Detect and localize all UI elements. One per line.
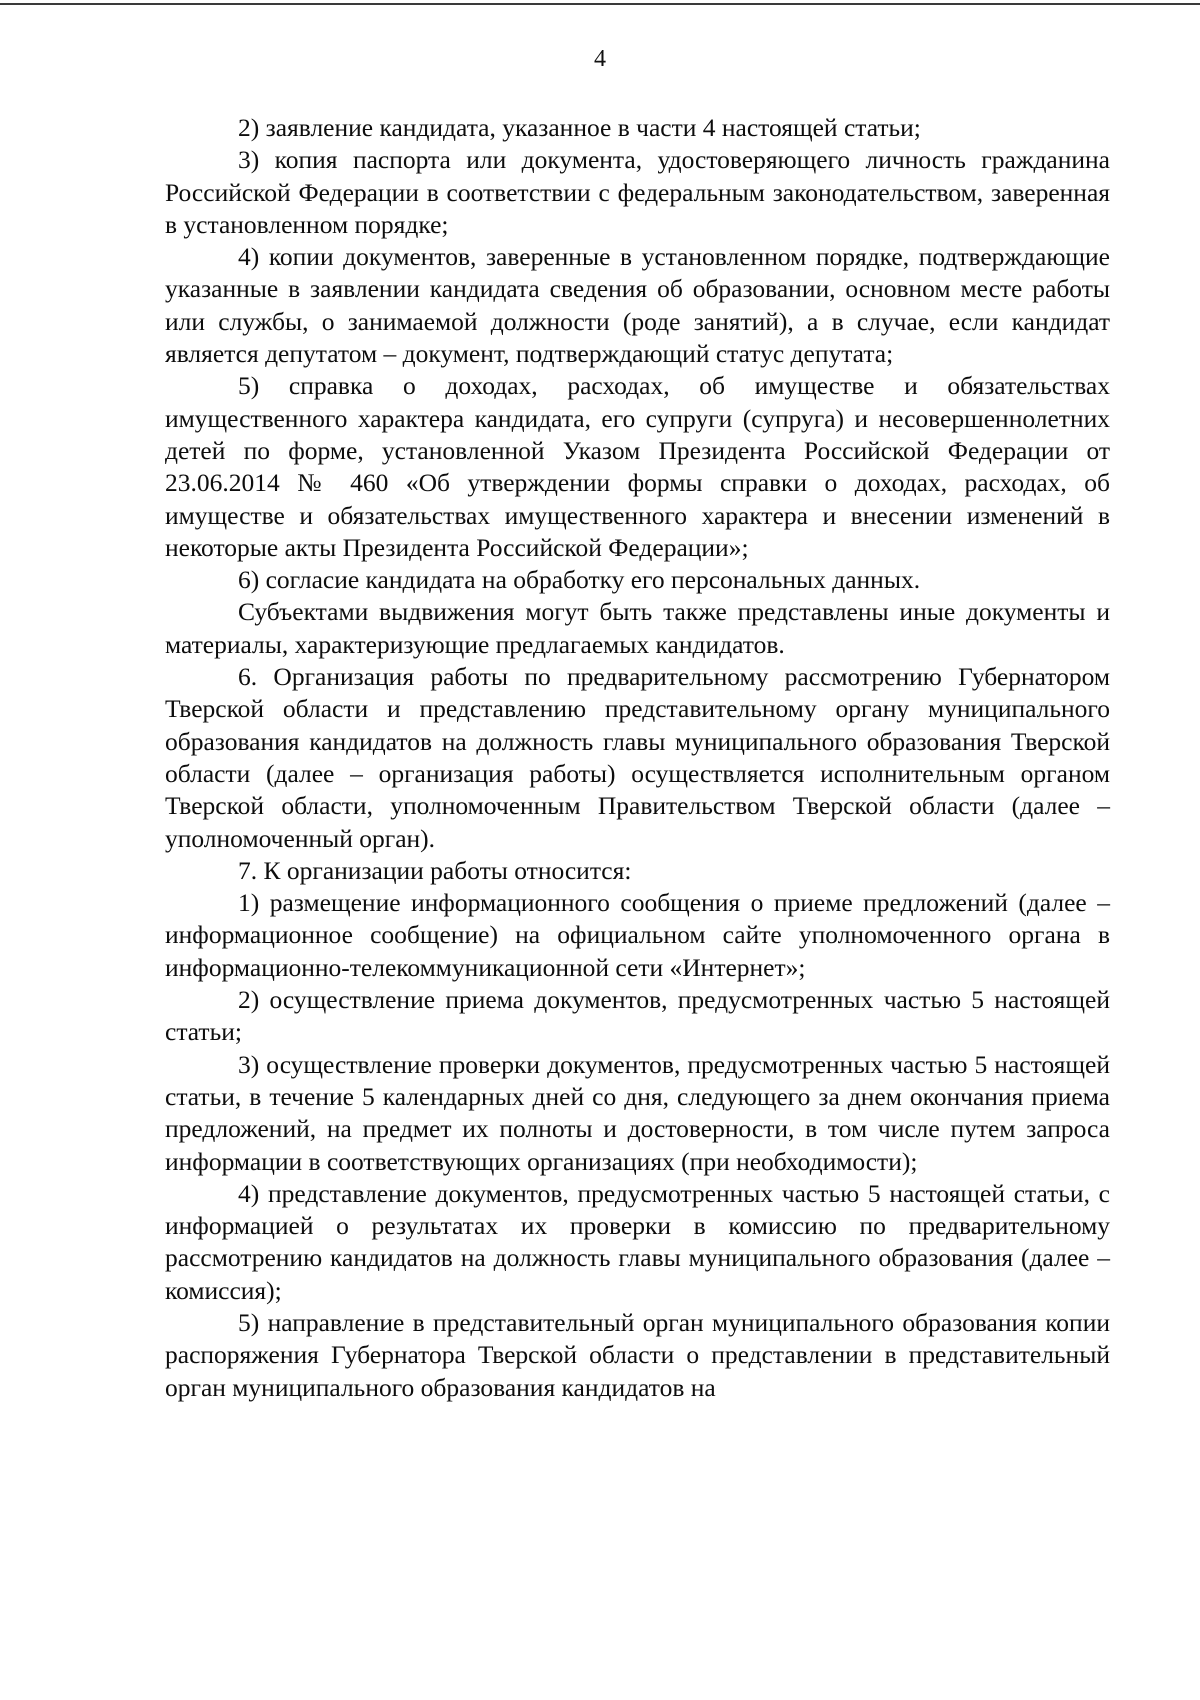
paragraph-item-6-personal-data-consent: 6) согласие кандидата на обработку его персональных данных. bbox=[238, 565, 921, 595]
paragraph-item-4-document-copies: 4) копии документов, заверенные в установленном порядке, подтверждающие указанные в заявлении кандидата сведения об образовании, основном месте работы или службы, о занимаемой должности (роде занятий), а в случае, если кандидат является депутатом – документ, подтверждающий статус депутата; bbox=[165, 242, 1110, 369]
scan-edge-line bbox=[0, 3, 1200, 5]
paragraph-part-7-heading: 7. К организации работы относится: bbox=[238, 855, 632, 885]
paragraph-part-7-item-2: 2) осуществление приема документов, предусмотренных частью 5 настоящей статьи; bbox=[165, 985, 1110, 1047]
paragraph-additional-documents: Субъектами выдвижения могут быть также представлены иные документы и материалы, характеризующие предлагаемых кандидатов. bbox=[165, 597, 1110, 659]
paragraph-part-7-item-5: 5) направление в представительный орган муниципального образования копии распоряжения Губернатора Тверской области о представлении в представительный орган муниципального образования кандидатов на bbox=[165, 1307, 1110, 1402]
page-number: 4 bbox=[594, 46, 606, 72]
paragraph-part-7-item-1: 1) размещение информационного сообщения о приеме предложений (далее – информационное сообщение) на официальном сайте уполномоченного органа в информационно-телекоммуникационной сети «Интернет»; bbox=[165, 888, 1110, 982]
paragraph-part-7-item-3: 3) осуществление проверки документов, предусмотренных частью 5 настоящей статьи, в течение 5 календарных дней со дня, следующего за днем окончания приема предложений, на предмет их полноты и достоверности, в том числе путем запроса информации в соответствующих организациях (при необходимости); bbox=[165, 1049, 1110, 1176]
paragraph-part-6-organization: 6. Организация работы по предварительному рассмотрению Губернатором Тверской области и представлению представительному органу муниципального образования кандидатов на должность главы муниципального образования Тверской области (далее – организация работы) осуществляется исполнительным органом Тверской области, уполномоченным Правительством Тверской области (далее – уполномоченный орган). bbox=[165, 662, 1110, 853]
paragraph-item-3-passport-copy: 3) копия паспорта или документа, удостоверяющего личность гражданина Российской Федерации в соответствии с федеральным законодательством, заверенная в установленном порядке; bbox=[165, 145, 1110, 239]
paragraph-item-2-application: 2) заявление кандидата, указанное в части 4 настоящей статьи; bbox=[238, 113, 921, 142]
document-body bbox=[165, 112, 1110, 1404]
paragraph-item-5-income-statement: 5) справка о доходах, расходах, об имуществе и обязательствах имущественного характера кандидата, его супруги (супруга) и несовершеннолетних детей по форме, установленной Указом Президента Российской Федерации от 23.06.2014 № 460 «Об утверждении формы справки о доходах, расходах, об имуществе и обязательствах имущественного характера и внесении изменений в некоторые акты Президента Российской Федерации»; bbox=[165, 371, 1110, 562]
paragraph-part-7-item-4: 4) представление документов, предусмотренных частью 5 настоящей статьи, с информацией о результатах их проверки в комиссию по предварительному рассмотрению кандидатов на должность главы муниципального образования (далее – комиссия); bbox=[165, 1178, 1110, 1305]
